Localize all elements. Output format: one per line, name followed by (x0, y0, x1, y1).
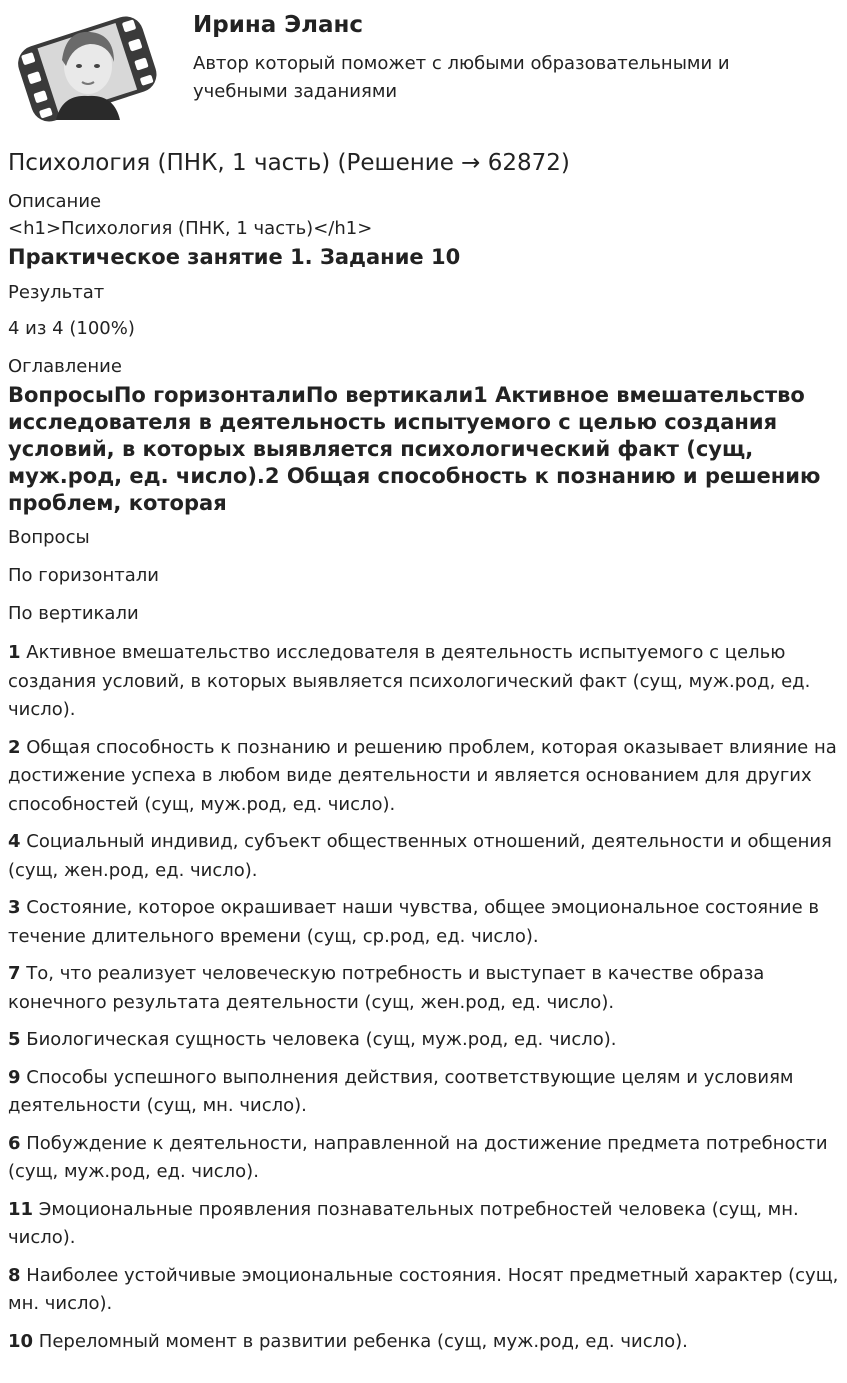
question-text: Общая способность к познанию и решению проблем, которая оказывает влияние на достижение успеха в любом виде деятельности и является основанием для других способностей (сущ, муж.род, ед. число). (8, 736, 837, 815)
question-number: 11 (8, 1198, 34, 1220)
question-text: Состояние, которое окрашивает наши чувства, общее эмоциональное состояние в течение длительного времени (сущ, ср.род, ед. число). (8, 897, 819, 947)
question-text: Побуждение к деятельности, направленной на достижение предмета потребности (сущ, муж.род, ед. число). (8, 1132, 828, 1182)
question-item (8, 1328, 839, 1357)
raw-h1-text: <h1>Психология (ПНК, 1 часть)</h1> (8, 218, 373, 239)
question-number: 10 (8, 1330, 34, 1352)
task-title: Практическое занятие 1. Задание 10 (8, 245, 461, 269)
question-number: 9 (8, 1066, 21, 1088)
question-item (8, 1026, 839, 1055)
author-description: Автор который поможет с любыми образовательными и учебными заданиями (193, 53, 730, 102)
question-text: Активное вмешательство исследователя в деятельность испытуемого с целью создания условий, в которых выявляется психологический факт (сущ, муж.род, ед. число). (8, 642, 811, 720)
author-name[interactable]: Ирина Эланс (193, 12, 364, 38)
question-item (8, 894, 839, 951)
question-number: 8 (8, 1264, 21, 1286)
section-label: Вопросы (8, 527, 90, 548)
question-item (8, 1196, 839, 1253)
section-label: По вертикали (8, 603, 139, 624)
question-text: Способы успешного выполнения действия, соответствующие целям и условиям деятельности (сущ, мн. число). (8, 1066, 794, 1116)
description-label: Описание (8, 191, 102, 212)
result-label: Результат (8, 282, 105, 303)
question-text: Наиболее устойчивые эмоциональные состояния. Носят предметный характер (сущ, мн. число). (8, 1264, 839, 1314)
question-number: 4 (8, 831, 21, 852)
author-avatar[interactable] (16, 8, 158, 128)
question-text: То, что реализует человеческую потребность и выступает в качестве образа конечного результата деятельности (сущ, жен.род, ед. число). (8, 963, 765, 1013)
question-item (8, 1130, 839, 1187)
question-number: 3 (8, 897, 21, 918)
question-number: 1 (8, 642, 21, 663)
question-text: Биологическая сущность человека (сущ, муж.род, ед. число). (20, 1029, 617, 1050)
question-text: Переломный момент в развитии ребенка (сущ, муж.род, ед. число). (33, 1330, 688, 1352)
document-content (8, 188, 839, 1365)
section-label: По горизонтали (8, 565, 159, 586)
question-number: 2 (8, 736, 21, 758)
question-text: Социальный индивид, субъект общественных отношений, деятельности и общения (сущ, жен.род, ед. число). (8, 831, 832, 881)
question-item (8, 639, 839, 725)
section-labels (8, 525, 839, 627)
question-item (8, 1064, 839, 1121)
author-block (8, 0, 839, 135)
question-list (8, 639, 839, 1356)
question-number: 6 (8, 1132, 21, 1154)
result-value: 4 из 4 (100%) (8, 318, 135, 339)
question-number: 7 (8, 963, 21, 984)
document-title: Психология (ПНК, 1 часть) (Решение → 62872) (8, 150, 570, 176)
question-number: 5 (8, 1029, 21, 1050)
question-text: Эмоциональные проявления познавательных потребностей человека (сущ, мн. число). (8, 1198, 799, 1248)
question-item (8, 960, 839, 1017)
question-item (8, 1262, 839, 1319)
toc-text: ВопросыПо горизонталиПо вертикали1 Активное вмешательство исследователя в деятельность испытуемого с целью создания условий, в которых выявляется психологический факт (сущ, муж.род, ед. число).2 Общая способность к познанию и решению проблем, которая (8, 383, 821, 515)
question-item (8, 828, 839, 885)
question-item (8, 734, 839, 820)
toc-label: Оглавление (8, 356, 122, 377)
